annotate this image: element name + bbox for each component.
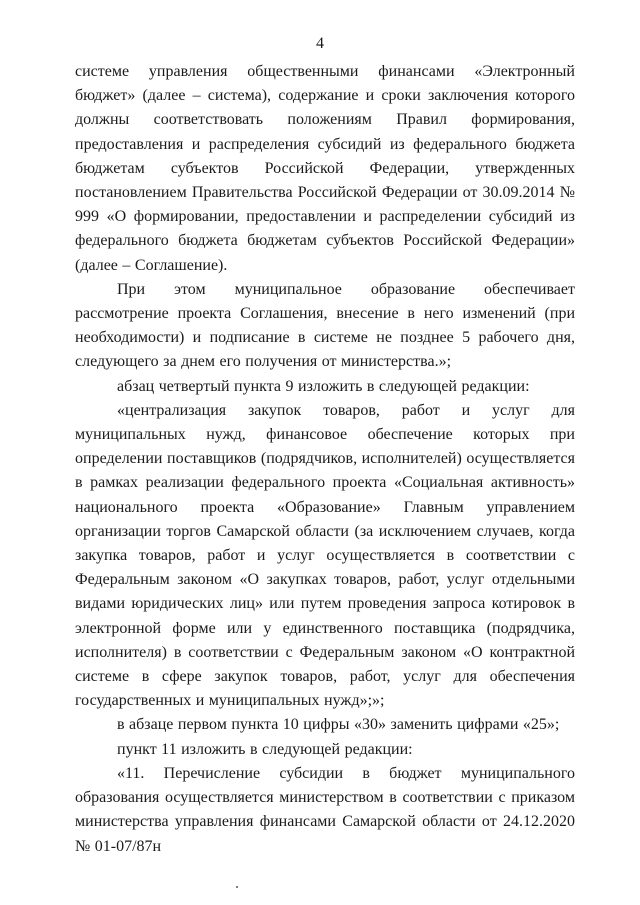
- paragraph-5: в абзаце первом пункта 10 цифры «30» заменить цифрами «25»;: [117, 716, 560, 734]
- paragraph-1: системе управления общественными финансами «Электронный бюджет» (далее – система), содержание и сроки заключения которого должны соответствовать положениям Правил формирования, предоставления и распределения субсидий из федерального бюджета бюджетам субъектов Российской Федерации, утвержденных постановлением Правительства Российской Федерации от 30.09.2014 № 999 «О формировании, предоставлении и распределении субсидий из федерального бюджета бюджетам субъектов Российской Федерации» (далее – Соглашение).: [75, 63, 575, 274]
- scan-speck: [236, 886, 238, 888]
- paragraph-4: «централизация закупок товаров, работ и услуг для муниципальных нужд, финансовое обеспечение которых при определении поставщиков (подрядчиков, исполнителей) осуществляется в рамках реализации федерального проекта «Социальная активность» национального проекта «Образование» Главным управлением организации торгов Самарской области (за исключением случаев, когда закупка товаров, работ и услуг осуществляется в соответствии с Федеральным законом «О закупках товаров, работ, услуг отдельными видами юридических лиц» или путем проведения запроса котировок в электронной форме или у единственного поставщика (подрядчика, исполнителя) в соответствии с Федеральным законом «О контрактной системе в сфере закупок товаров, работ, услуг для обеспечения государственных и муниципальных нужд»;»;: [75, 401, 575, 710]
- paragraph-2: При этом муниципальное образование обеспечивает рассмотрение проекта Соглашения, внесение в него изменений (при необходимости) и подписание в системе не позднее 5 рабочего дня, следующего за днем его получения от министерства.»;: [75, 280, 575, 371]
- document-body: [75, 60, 575, 859]
- paragraph-6: пункт 11 изложить в следующей редакции:: [117, 740, 413, 758]
- page-number: 4: [316, 35, 324, 52]
- paragraph-3: абзац четвертый пункта 9 изложить в следующей редакции:: [117, 377, 530, 395]
- paragraph-7: «11. Перечисление субсидии в бюджет муниципального образования осуществляется министерством в соответствии с приказом министерства управления финансами Самарской области от 24.12.2020 № 01-07/87н: [75, 764, 575, 855]
